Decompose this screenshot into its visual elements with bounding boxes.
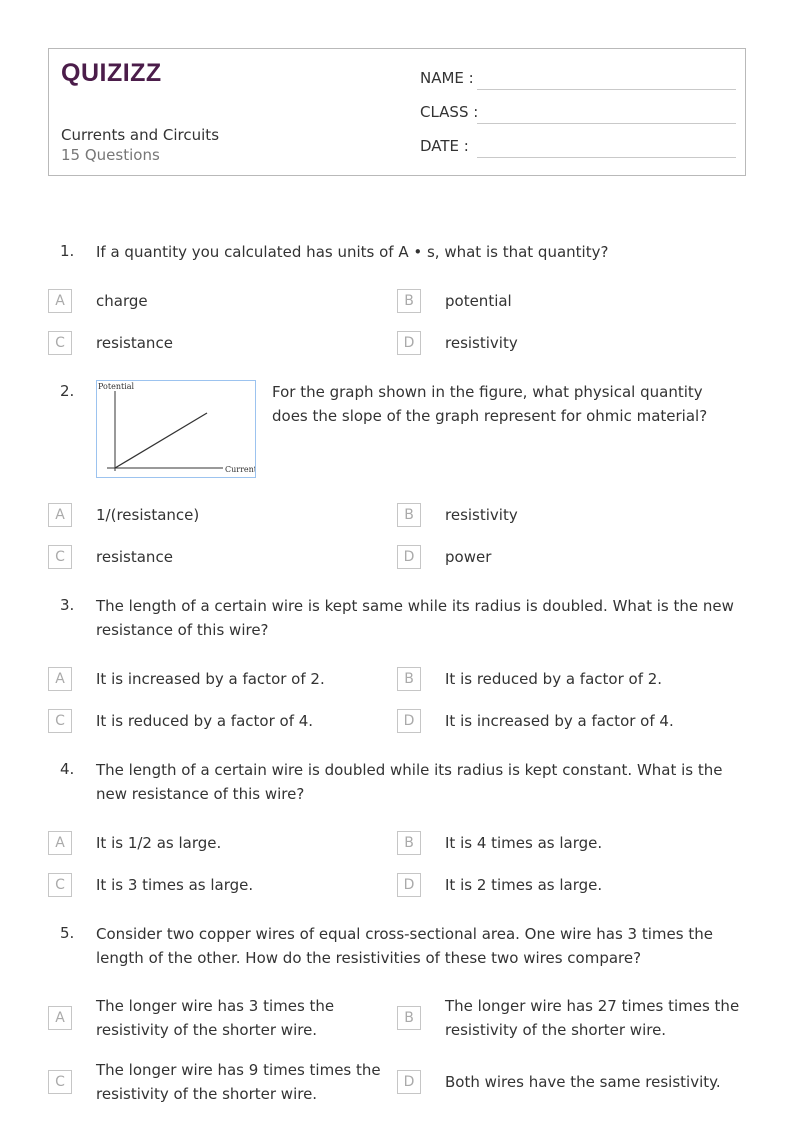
name-field: [420, 69, 736, 91]
option-text: It is increased by a factor of 2.: [96, 670, 325, 688]
option-text: It is 3 times as large.: [96, 876, 254, 894]
option-text: charge: [96, 292, 148, 310]
option-letter: C: [48, 1070, 72, 1094]
option-text: The longer wire has 3 times the resistivity of the shorter wire.: [96, 997, 335, 1039]
y-axis-label: Potential: [98, 382, 135, 391]
option-letter: B: [397, 667, 421, 691]
date-label: DATE :: [420, 137, 469, 155]
option-letter: B: [397, 503, 421, 527]
question-text: For the graph shown in the figure, what physical quantity does the slope of the graph represent for ohmic material?: [272, 383, 708, 425]
option-text: resistance: [96, 548, 173, 566]
option-letter: C: [48, 873, 72, 897]
potential-current-graph: [96, 380, 256, 478]
option-text: The longer wire has 9 times times the resistivity of the shorter wire.: [96, 1061, 381, 1103]
question-text: The length of a certain wire is kept same while its radius is doubled. What is the new resistance of this wire?: [96, 597, 734, 639]
option-letter: D: [397, 331, 421, 355]
option-text: It is reduced by a factor of 2.: [445, 670, 663, 688]
graph-line: [115, 413, 207, 468]
option-text: potential: [445, 292, 512, 310]
option-letter: D: [397, 873, 421, 897]
option-text: The longer wire has 27 times times the resistivity of the shorter wire.: [445, 997, 740, 1039]
option-letter: A: [48, 831, 72, 855]
question-count: 15 Questions: [61, 146, 160, 164]
class-label: CLASS :: [420, 103, 479, 121]
question-number: 1.: [60, 242, 75, 260]
class-line: [477, 123, 736, 124]
question-text: If a quantity you calculated has units of A • s, what is that quantity?: [96, 243, 609, 261]
question-number: 4.: [60, 760, 75, 778]
option-letter: C: [48, 545, 72, 569]
worksheet-title: Currents and Circuits: [61, 126, 220, 144]
option-text: It is reduced by a factor of 4.: [96, 712, 314, 730]
question-number: 3.: [60, 596, 75, 614]
question-number: 2.: [60, 382, 75, 400]
option-letter: A: [48, 667, 72, 691]
option-text: power: [445, 548, 492, 566]
option-text: Both wires have the same resistivity.: [445, 1073, 721, 1091]
option-letter: D: [397, 1070, 421, 1094]
question-text: The length of a certain wire is doubled while its radius is kept constant. What is the new resistance of this wire?: [96, 761, 723, 803]
option-text: resistance: [96, 334, 173, 352]
option-text: It is 2 times as large.: [445, 876, 603, 894]
option-text: It is 1/2 as large.: [96, 834, 222, 852]
worksheet-header: [48, 48, 746, 176]
option-letter: C: [48, 331, 72, 355]
option-text: It is 4 times as large.: [445, 834, 603, 852]
date-line: [477, 157, 736, 158]
option-letter: C: [48, 709, 72, 733]
option-text: resistivity: [445, 334, 518, 352]
name-label: NAME :: [420, 69, 474, 87]
name-line: [477, 89, 736, 90]
option-letter: D: [397, 545, 421, 569]
option-text: It is increased by a factor of 4.: [445, 712, 674, 730]
option-text: resistivity: [445, 506, 518, 524]
class-field: [420, 103, 736, 125]
option-letter: A: [48, 1006, 72, 1030]
question-text: Consider two copper wires of equal cross-sectional area. One wire has 3 times the length of the other. How do the resistivities of these two wires compare?: [96, 925, 713, 967]
option-letter: A: [48, 503, 72, 527]
option-letter: D: [397, 709, 421, 733]
x-axis-label: Current: [225, 465, 255, 474]
date-field: [420, 137, 736, 159]
option-letter: B: [397, 1006, 421, 1030]
option-text: 1/(resistance): [96, 506, 200, 524]
option-letter: B: [397, 289, 421, 313]
option-letter: B: [397, 831, 421, 855]
option-letter: A: [48, 289, 72, 313]
graph-svg: [97, 381, 255, 477]
quizizz-logo: QUIZIZZ: [61, 59, 162, 87]
question-number: 5.: [60, 924, 75, 942]
